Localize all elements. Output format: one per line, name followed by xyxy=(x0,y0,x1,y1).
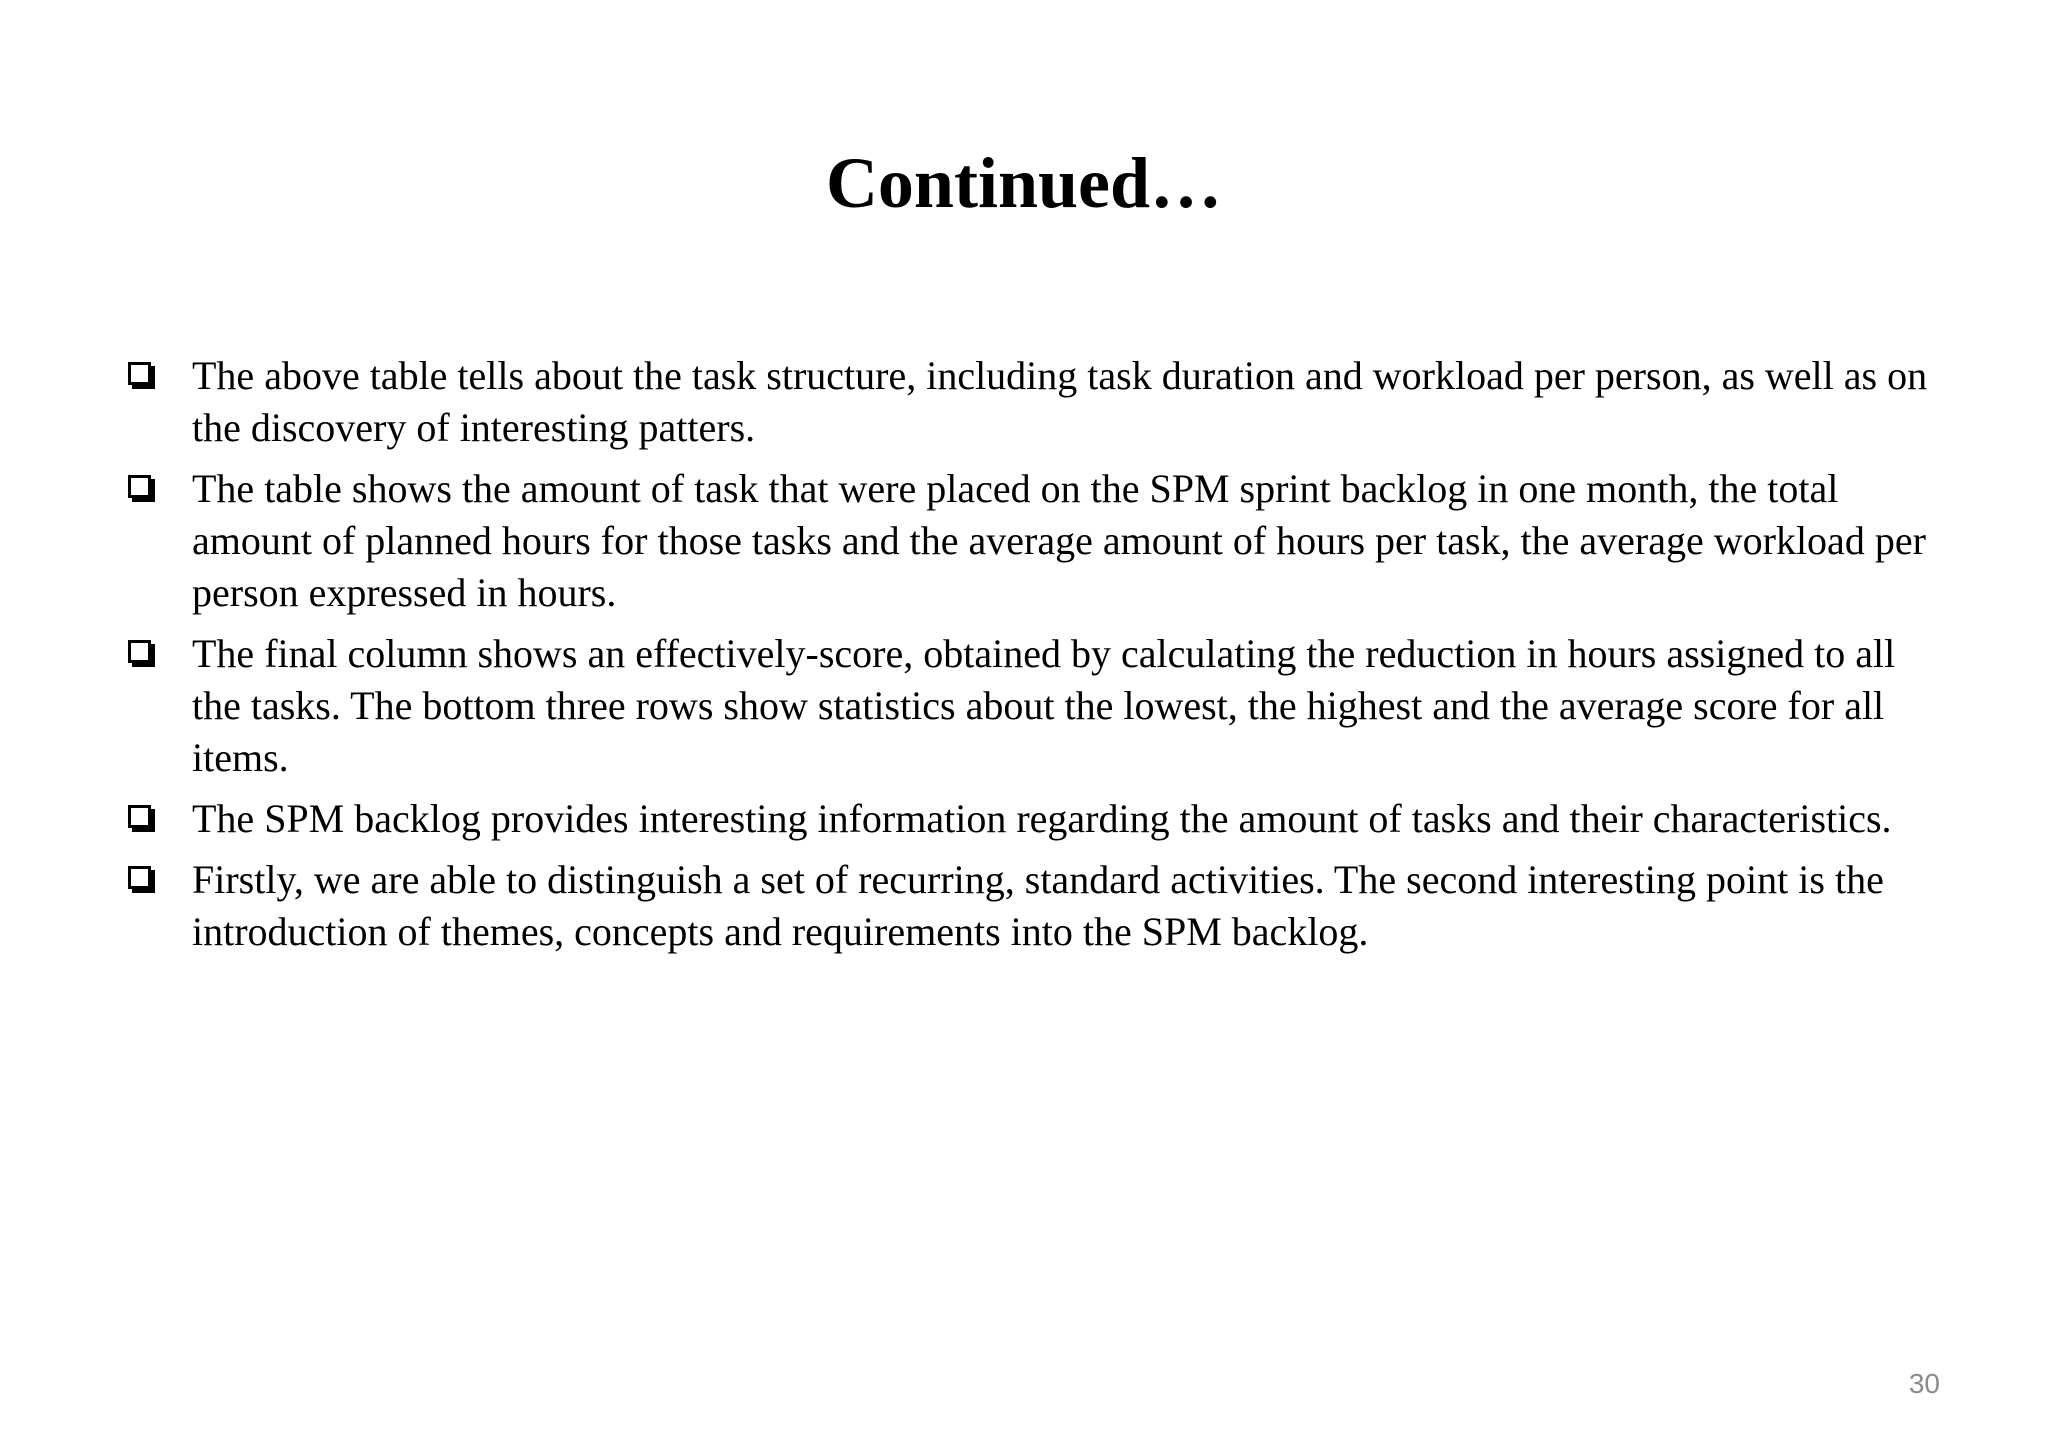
square-checkbox-icon xyxy=(128,805,151,828)
square-checkbox-icon xyxy=(128,362,151,385)
bullet-list xyxy=(124,350,1944,967)
bullet-text: The SPM backlog provides interesting information regarding the amount of tasks and their characteristics. xyxy=(192,796,1892,841)
bullet-item xyxy=(124,628,1944,784)
square-checkbox-icon xyxy=(128,640,151,663)
bullet-text: The table shows the amount of task that were placed on the SPM sprint backlog in one month, the total amount of planned hours for those tasks and the average amount of hours per task, the average workload per person expressed in hours. xyxy=(192,466,1926,615)
bullet-item xyxy=(124,463,1944,619)
bullet-text: Firstly, we are able to distinguish a set of recurring, standard activities. The second interesting point is the introduction of themes, concepts and requirements into the SPM backlog. xyxy=(192,857,1884,954)
bullet-item xyxy=(124,793,1944,845)
square-checkbox-icon xyxy=(128,475,151,498)
page-number: 30 xyxy=(1908,1368,1940,1399)
square-checkbox-icon xyxy=(128,866,151,889)
bullet-item xyxy=(124,350,1944,454)
bullet-text: The above table tells about the task structure, including task duration and workload per person, as well as on the discovery of interesting patters. xyxy=(192,353,1928,450)
bullet-text: The final column shows an effectively-score, obtained by calculating the reduction in hours assigned to all the tasks. The bottom three rows show statistics about the lowest, the highest and the average score for all items. xyxy=(192,631,1896,780)
slide-title: Continued… xyxy=(825,143,1223,223)
bullet-item xyxy=(124,854,1944,958)
